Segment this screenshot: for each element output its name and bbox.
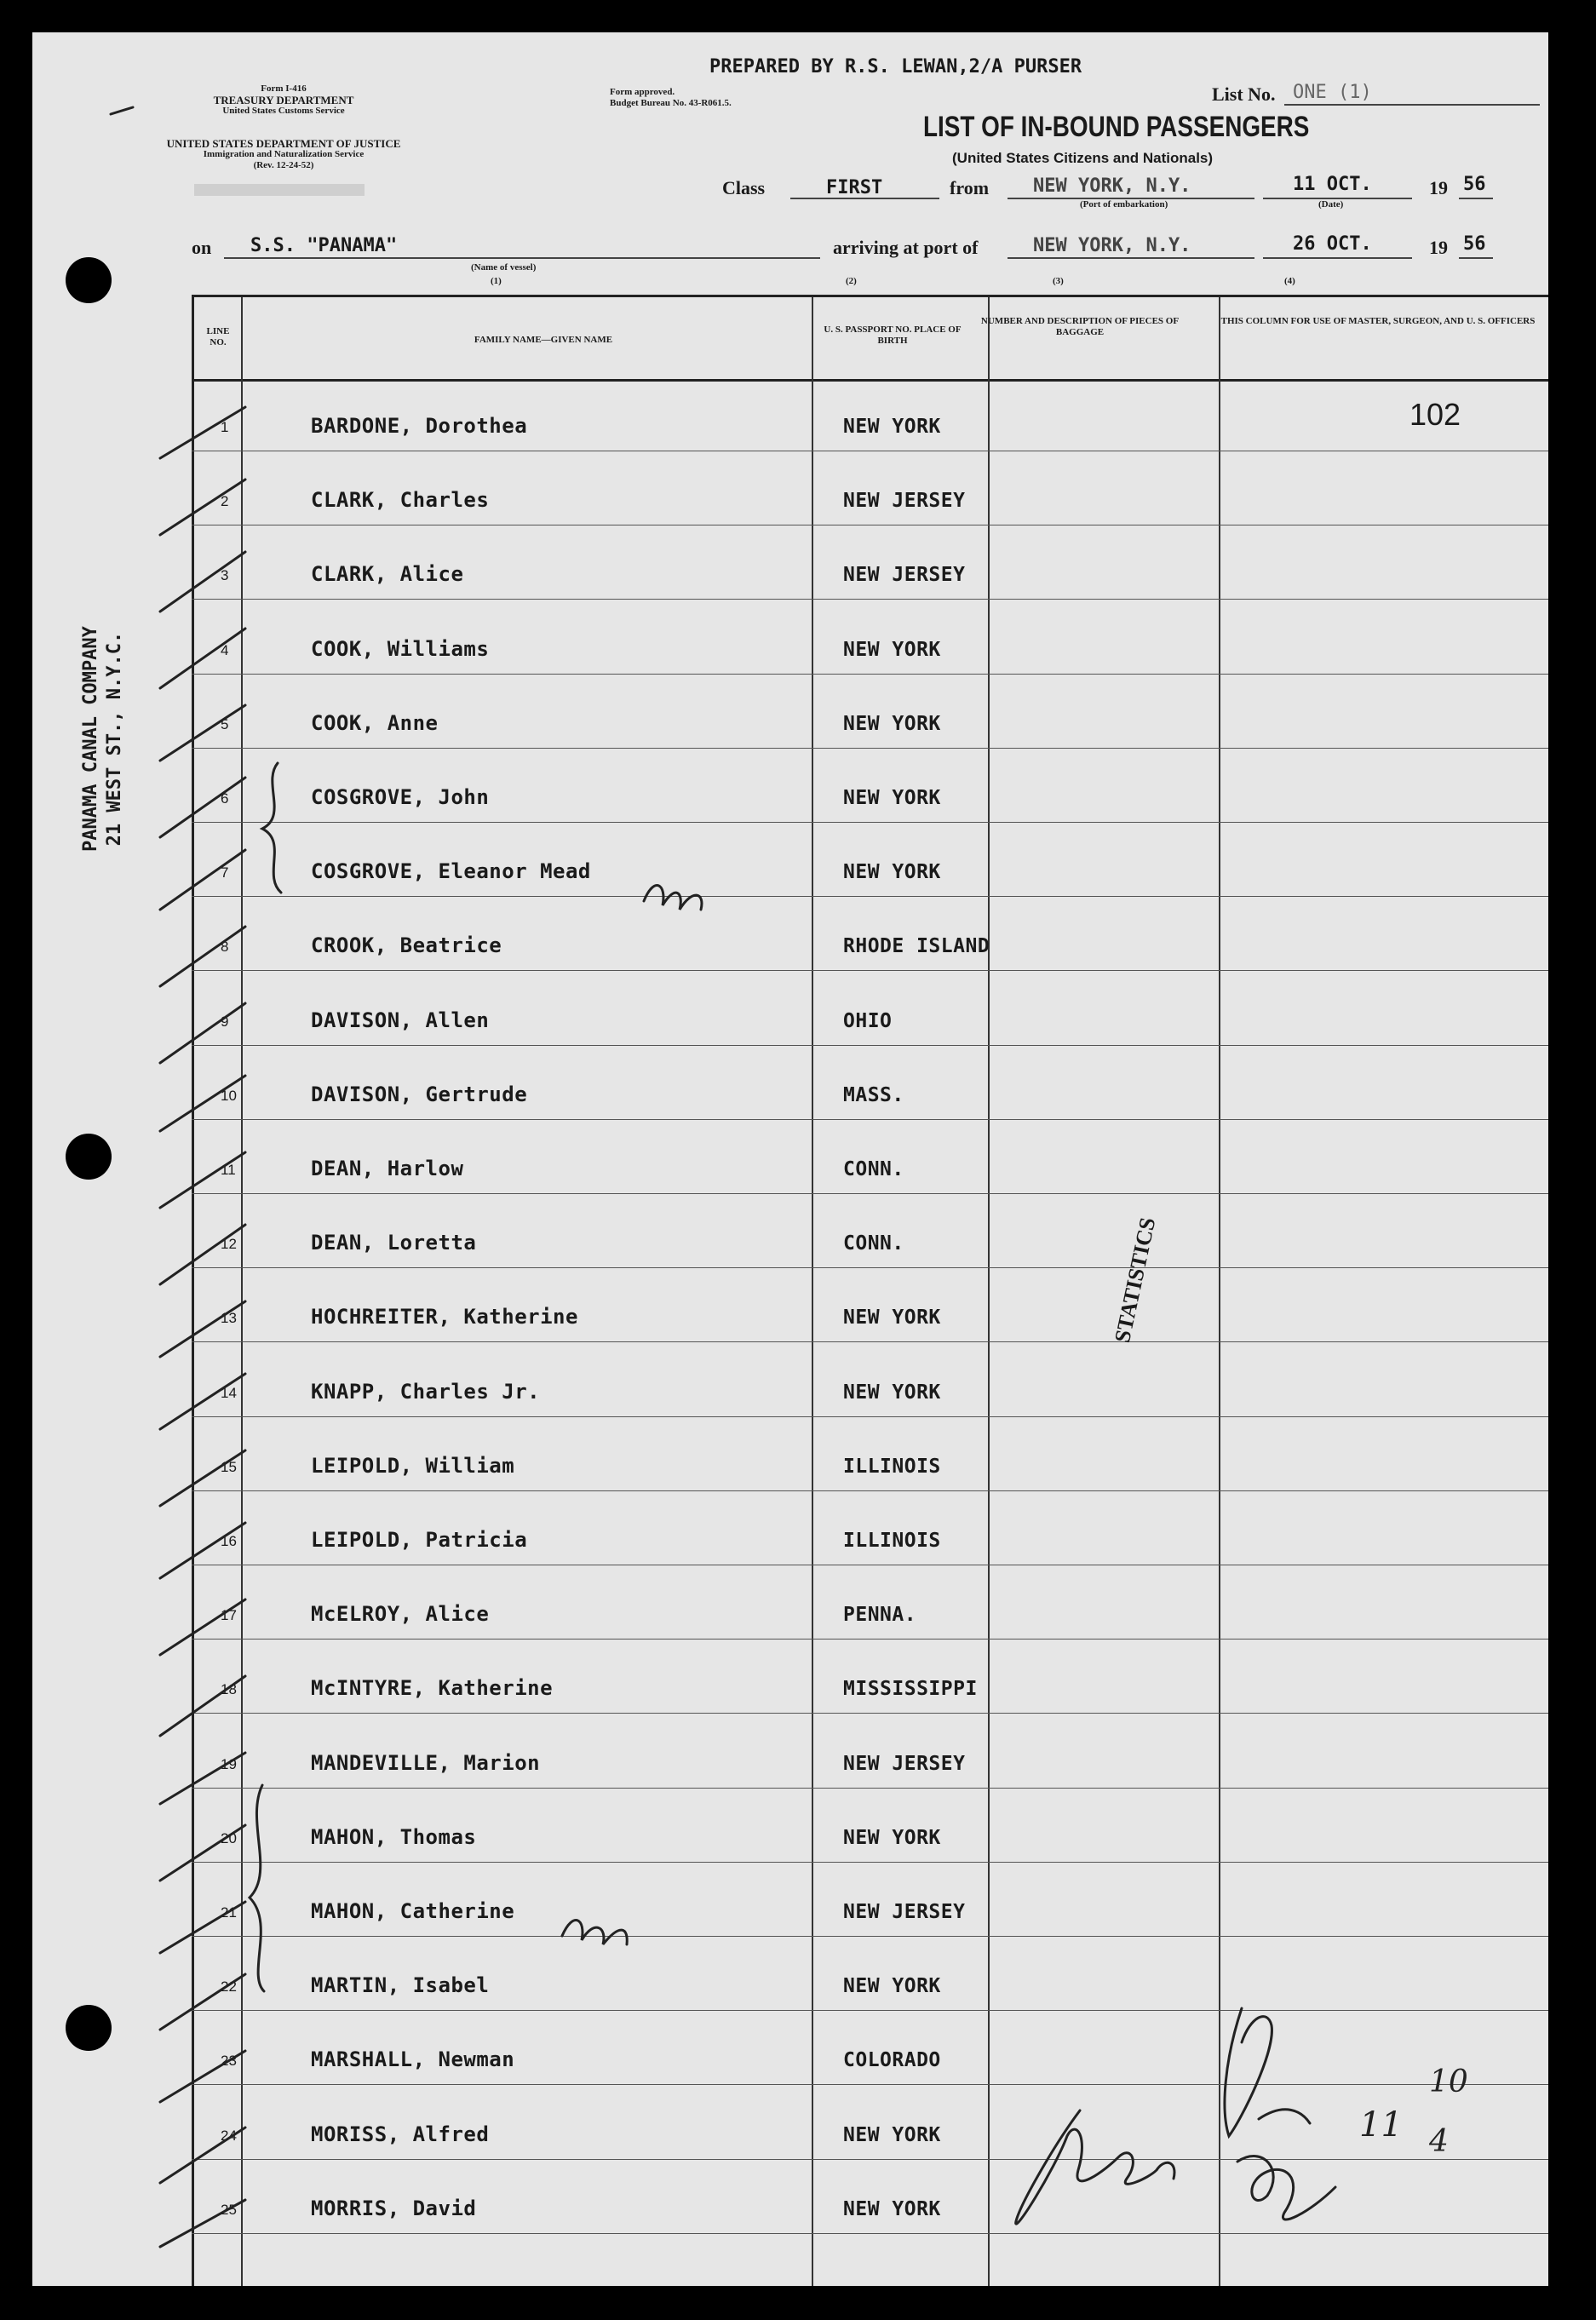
line-number: 12 bbox=[221, 1236, 237, 1253]
table-row bbox=[192, 1565, 1548, 1640]
line-number: 2 bbox=[221, 493, 229, 510]
table-row bbox=[192, 1267, 1548, 1342]
agency-justice: UNITED STATES DEPARTMENT OF JUSTICE bbox=[166, 137, 401, 150]
place-of-birth: CONN. bbox=[843, 1232, 904, 1255]
line-number: 4 bbox=[221, 641, 229, 658]
table-row bbox=[192, 2085, 1548, 2160]
table-row bbox=[192, 1490, 1548, 1565]
side-stamp-line1: PANAMA CANAL COMPANY bbox=[80, 626, 101, 852]
table-row bbox=[192, 896, 1548, 971]
form-agency-block bbox=[190, 83, 377, 117]
punch-hole bbox=[66, 2005, 112, 2051]
passenger-name: LEIPOLD, Patricia bbox=[311, 1528, 528, 1552]
prepared-by: PREPARED BY R.S. LEWAN,2/A PURSER bbox=[709, 56, 1082, 78]
passenger-name: DAVISON, Allen bbox=[311, 1008, 490, 1032]
passenger-name: MAHON, Thomas bbox=[311, 1824, 477, 1849]
handwritten-fraction-den: 4 bbox=[1429, 2124, 1449, 2159]
list-no-value: ONE (1) bbox=[1293, 82, 1372, 103]
vessel-name: S.S. "PANAMA" bbox=[250, 235, 398, 256]
line-number: 25 bbox=[221, 2201, 237, 2218]
passenger-name: COOK, Williams bbox=[311, 636, 490, 661]
table-row bbox=[192, 1342, 1548, 1417]
passenger-name: HOCHREITER, Katherine bbox=[311, 1305, 578, 1329]
line-number: 22 bbox=[221, 1978, 237, 1996]
table-row bbox=[192, 2159, 1548, 2234]
year-suffix-1: 56 bbox=[1463, 174, 1486, 195]
passenger-name: COSGROVE, John bbox=[311, 785, 490, 809]
line-number: 9 bbox=[221, 1013, 229, 1030]
passenger-name: McELROY, Alice bbox=[311, 1602, 490, 1627]
place-of-birth: PENNA. bbox=[843, 1604, 917, 1627]
line-number: 8 bbox=[221, 939, 229, 956]
side-stamp bbox=[79, 626, 127, 852]
passenger-name: MORRIS, David bbox=[311, 2196, 477, 2220]
table-row bbox=[192, 525, 1548, 600]
form-rev: (Rev. 12-24-52) bbox=[253, 160, 314, 170]
line-number: 11 bbox=[221, 1162, 236, 1178]
table-row bbox=[192, 600, 1548, 675]
punch-hole bbox=[66, 257, 112, 303]
line-number: 19 bbox=[221, 1755, 237, 1772]
header-name: FAMILY NAME—GIVEN NAME bbox=[474, 335, 613, 345]
year-suffix-2: 56 bbox=[1463, 233, 1486, 255]
table-row bbox=[192, 971, 1548, 1046]
line-number: 3 bbox=[221, 567, 229, 584]
vessel-caption: (Name of vessel) bbox=[471, 262, 537, 273]
passenger-name: CROOK, Beatrice bbox=[311, 933, 502, 958]
passenger-name: MANDEVILLE, Marion bbox=[311, 1750, 541, 1775]
place-of-birth: NEW YORK bbox=[843, 861, 941, 884]
year-prefix-2: 19 bbox=[1429, 237, 1448, 258]
header-passport: U. S. PASSPORT NO. PLACE OF BIRTH bbox=[824, 324, 962, 346]
passenger-name: MAHON, Catherine bbox=[311, 1899, 515, 1923]
form-agency-block-2 bbox=[152, 138, 416, 171]
on-label: on bbox=[192, 237, 212, 258]
punch-hole bbox=[66, 1134, 112, 1180]
line-number: 1 bbox=[221, 419, 229, 435]
passenger-name: DEAN, Loretta bbox=[311, 1231, 477, 1255]
table-row bbox=[192, 748, 1548, 823]
line-number: 16 bbox=[221, 1533, 237, 1549]
line-number: 24 bbox=[221, 2127, 237, 2144]
place-of-birth: CONN. bbox=[843, 1158, 904, 1180]
passenger-name: MARTIN, Isabel bbox=[311, 1973, 490, 1998]
agency-customs: United States Customs Service bbox=[222, 106, 345, 116]
place-of-birth: RHODE ISLAND bbox=[843, 935, 990, 958]
handwritten-fraction-top: 10 bbox=[1429, 2064, 1468, 2099]
table-row bbox=[192, 1045, 1548, 1120]
date-caption: (Date) bbox=[1318, 199, 1344, 210]
table-row bbox=[192, 451, 1548, 525]
page-subtitle: (United States Citizens and Nationals) bbox=[952, 150, 1214, 166]
arriving-label: arriving at port of bbox=[833, 237, 979, 258]
col-num-3: (3) bbox=[1053, 276, 1064, 286]
line-number: 10 bbox=[221, 1087, 237, 1104]
place-of-birth: ILLINOIS bbox=[843, 1530, 941, 1552]
header-baggage: NUMBER AND DESCRIPTION OF PIECES OF BAGGAGE bbox=[980, 316, 1180, 337]
form-approval bbox=[610, 87, 732, 109]
place-of-birth: NEW JERSEY bbox=[843, 490, 966, 513]
year-prefix-1: 19 bbox=[1429, 177, 1448, 198]
line-number: 14 bbox=[221, 1384, 237, 1401]
header-officers: THIS COLUMN FOR USE OF MASTER, SURGEON, AND U. S. OFFICERS bbox=[1220, 316, 1536, 326]
passenger-name: MORISS, Alfred bbox=[311, 2122, 490, 2146]
place-of-birth: NEW JERSEY bbox=[843, 1901, 966, 1923]
table-row bbox=[192, 1193, 1548, 1268]
table-row bbox=[192, 1788, 1548, 1863]
passenger-name: COOK, Anne bbox=[311, 710, 439, 735]
table-row bbox=[192, 1714, 1548, 1789]
line-number: 18 bbox=[221, 1681, 237, 1698]
place-of-birth: ILLINOIS bbox=[843, 1455, 941, 1478]
passenger-name: DEAN, Harlow bbox=[311, 1157, 464, 1180]
place-of-birth: NEW YORK bbox=[843, 1975, 941, 1998]
place-of-birth: NEW JERSEY bbox=[843, 564, 966, 587]
line-number: 13 bbox=[221, 1310, 237, 1327]
budget-bureau: Budget Bureau No. 43-R061.5. bbox=[610, 98, 732, 108]
line-number: 23 bbox=[221, 2053, 237, 2070]
passenger-name: COSGROVE, Eleanor Mead bbox=[311, 859, 591, 884]
place-of-birth: MISSISSIPPI bbox=[843, 1678, 978, 1701]
table-row bbox=[192, 1416, 1548, 1491]
table-row bbox=[192, 376, 1548, 451]
table-row bbox=[192, 1119, 1548, 1194]
port-embarkation-caption: (Port of embarkation) bbox=[1080, 199, 1168, 210]
class-value: FIRST bbox=[826, 177, 883, 198]
table-row bbox=[192, 1936, 1548, 2011]
line-number: 20 bbox=[221, 1829, 237, 1846]
port-embarkation: NEW YORK, N.Y. bbox=[1033, 175, 1191, 197]
line-number: 5 bbox=[221, 715, 229, 732]
arrival-port: NEW YORK, N.Y. bbox=[1033, 235, 1191, 256]
place-of-birth: COLORADO bbox=[843, 2049, 941, 2072]
table-row bbox=[192, 2010, 1548, 2085]
embark-date: 11 OCT. bbox=[1293, 174, 1372, 195]
agency-ins: Immigration and Naturalization Service bbox=[203, 149, 365, 159]
header-line-no: LINE NO. bbox=[206, 326, 230, 347]
place-of-birth: NEW YORK bbox=[843, 1826, 941, 1849]
passenger-name: CLARK, Charles bbox=[311, 488, 490, 513]
table-row bbox=[192, 1639, 1548, 1714]
line-number: 6 bbox=[221, 790, 229, 807]
place-of-birth: NEW YORK bbox=[843, 1381, 941, 1404]
line-number: 21 bbox=[221, 1904, 237, 1921]
place-of-birth: NEW YORK bbox=[843, 638, 941, 661]
passenger-name: KNAPP, Charles Jr. bbox=[311, 1379, 541, 1404]
from-label: from bbox=[950, 177, 990, 198]
manifest-page bbox=[32, 32, 1548, 2286]
passenger-name: BARDONE, Dorothea bbox=[311, 414, 528, 438]
side-stamp-line2: 21 WEST ST., N.Y.C. bbox=[104, 631, 125, 847]
arrival-date: 26 OCT. bbox=[1293, 233, 1372, 255]
place-of-birth: NEW YORK bbox=[843, 712, 941, 735]
passenger-name: LEIPOLD, William bbox=[311, 1453, 515, 1478]
agency-treasury: TREASURY DEPARTMENT bbox=[213, 94, 354, 106]
place-of-birth: NEW YORK bbox=[843, 1306, 941, 1329]
list-no-label: List No. bbox=[1212, 83, 1276, 105]
line-number: 15 bbox=[221, 1458, 237, 1475]
passenger-name: DAVISON, Gertrude bbox=[311, 1082, 528, 1106]
place-of-birth: NEW YORK bbox=[843, 787, 941, 809]
handwritten-fraction: 11 bbox=[1359, 2105, 1403, 2145]
form-number: Form I-416 bbox=[261, 83, 307, 94]
vessel-col-num: (1) bbox=[491, 276, 502, 286]
line-number: 7 bbox=[221, 864, 229, 881]
place-of-birth: OHIO bbox=[843, 1009, 893, 1032]
passenger-name: MARSHALL, Newman bbox=[311, 2047, 515, 2072]
place-of-birth: NEW YORK bbox=[843, 2197, 941, 2220]
col-num-2: (2) bbox=[846, 276, 857, 286]
place-of-birth: NEW JERSEY bbox=[843, 1752, 966, 1775]
table-row bbox=[192, 822, 1548, 897]
passenger-name: McINTYRE, Katherine bbox=[311, 1676, 554, 1701]
statistics-stamp: STATISTICS bbox=[1110, 1215, 1161, 1346]
page-title: LIST OF IN-BOUND PASSENGERS bbox=[923, 111, 1310, 143]
place-of-birth: NEW YORK bbox=[843, 416, 941, 438]
line-number: 17 bbox=[221, 1607, 237, 1624]
passenger-name: CLARK, Alice bbox=[311, 562, 464, 587]
class-label: Class bbox=[722, 177, 766, 198]
faded-stamp bbox=[194, 184, 365, 196]
table-row bbox=[192, 1862, 1548, 1937]
col-num-4: (4) bbox=[1284, 276, 1295, 286]
place-of-birth: NEW YORK bbox=[843, 2123, 941, 2146]
page-number: 102 bbox=[1409, 397, 1461, 432]
table-row bbox=[192, 674, 1548, 749]
form-approved: Form approved. bbox=[610, 87, 675, 97]
place-of-birth: MASS. bbox=[843, 1083, 904, 1106]
